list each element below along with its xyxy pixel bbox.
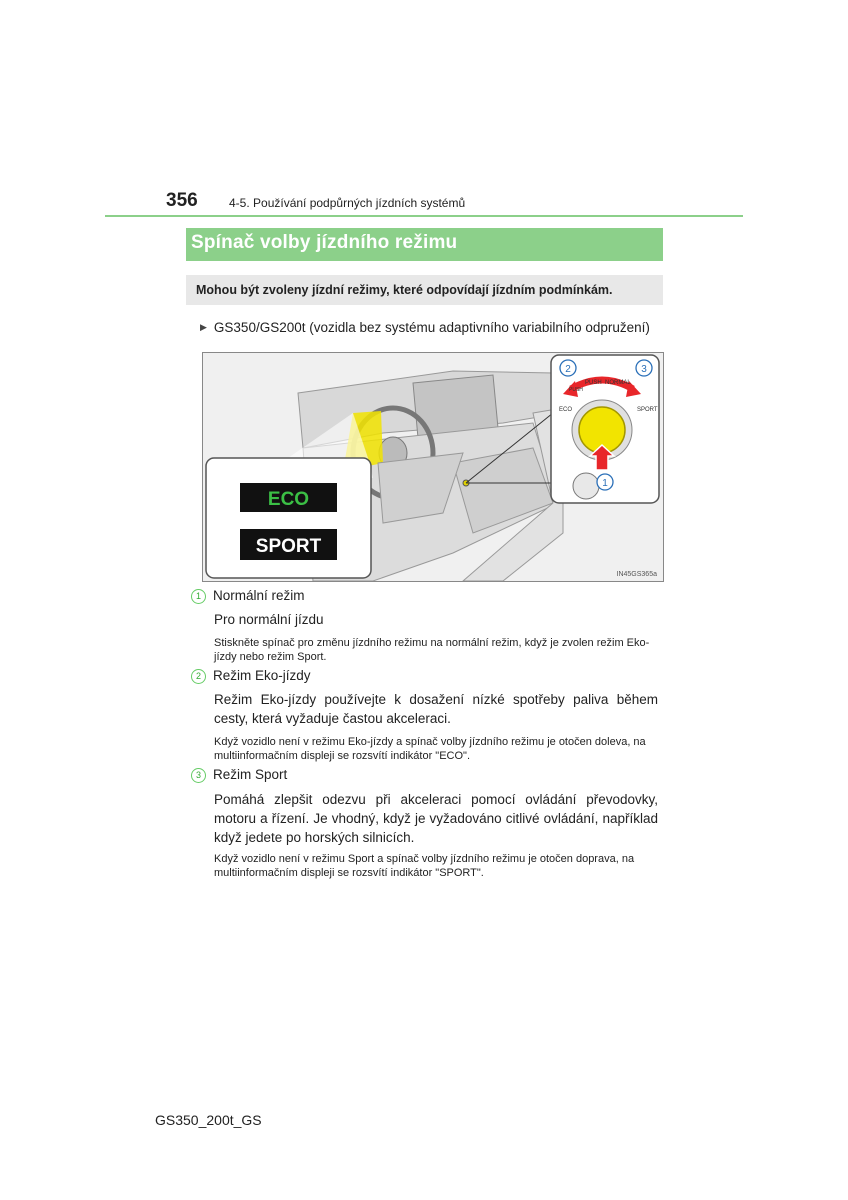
page-number: 356 xyxy=(166,190,198,211)
item-1-desc: Pro normální jízdu xyxy=(214,612,324,627)
intro-box xyxy=(186,275,663,305)
dial-normal-label: NORMAL xyxy=(605,380,631,386)
item-3-number-icon: 3 xyxy=(191,768,206,783)
illustration xyxy=(202,352,664,582)
section-title-bar xyxy=(186,228,663,261)
header-rule xyxy=(105,215,743,217)
item-3-title-text: Režim Sport xyxy=(213,767,288,782)
item-1-number-icon: 1 xyxy=(191,589,206,604)
dial-sport-label: SPORT xyxy=(637,407,658,413)
item-1-title-text: Normální režim xyxy=(213,588,305,603)
dial-eco-label: ECO xyxy=(559,407,573,413)
item-2-title xyxy=(191,668,311,684)
bullet-arrow-icon: ▶ xyxy=(200,322,207,332)
section-title: Spínač volby jízdního režimu xyxy=(191,232,458,253)
display-sport-label: SPORT xyxy=(255,536,322,557)
item-3-title xyxy=(191,767,287,783)
svg-text:PUSH: PUSH xyxy=(569,387,583,393)
dial-push-label: PUSH xyxy=(585,380,602,386)
callout-1: 1 xyxy=(602,478,608,489)
figure-code: IN45GS365a xyxy=(616,571,657,578)
model-line xyxy=(200,320,650,335)
model-line-text: GS350/GS200t (vozidla bez systému adaptivního variabilního odpružení) xyxy=(213,320,650,335)
callout-2: 2 xyxy=(565,364,571,375)
dashboard-illustration xyxy=(203,353,663,581)
item-2-note: Když vozidlo není v režimu Eko-jízdy a spínač volby jízdního režimu je otočen doleva, na multiinformačním displeji se rozsvítí indikátor "ECO". xyxy=(214,736,646,762)
display-eco-label: ECO xyxy=(267,489,310,510)
item-1-note: Stiskněte spínač pro změnu jízdního režimu na normální režim, když je zvolen režim Eko-jízdy nebo režim Sport. xyxy=(214,637,650,663)
footer-model-code: GS350_200t_GS xyxy=(155,1112,262,1128)
intro-text: Mohou být zvoleny jízdní režimy, které odpovídají jízdním podmínkám. xyxy=(196,283,613,297)
item-3-note: Když vozidlo není v režimu Sport a spínač volby jízdního režimu je otočen doprava, na multiinformačním displeji se rozsvítí indikátor "SPORT". xyxy=(214,853,635,879)
item-3-desc: Pomáhá zlepšit odezvu při akceleraci pomocí ovládání převodovky, motoru a řízení. Je vhodný, když je vyžadováno citlivé ovládání, například když jedete po horských silnicích. xyxy=(214,792,658,845)
item-2-number-icon: 2 xyxy=(191,669,206,684)
callout-3: 3 xyxy=(641,364,647,375)
item-2-title-text: Režim Eko-jízdy xyxy=(213,668,311,683)
item-1-title xyxy=(191,588,305,604)
item-2-desc: Režim Eko-jízdy používejte k dosažení nízké spotřeby paliva během cesty, která vyžaduje častou akceleraci. xyxy=(214,692,658,726)
chapter-title: 4-5. Používání podpůrných jízdních systémů xyxy=(229,196,466,210)
